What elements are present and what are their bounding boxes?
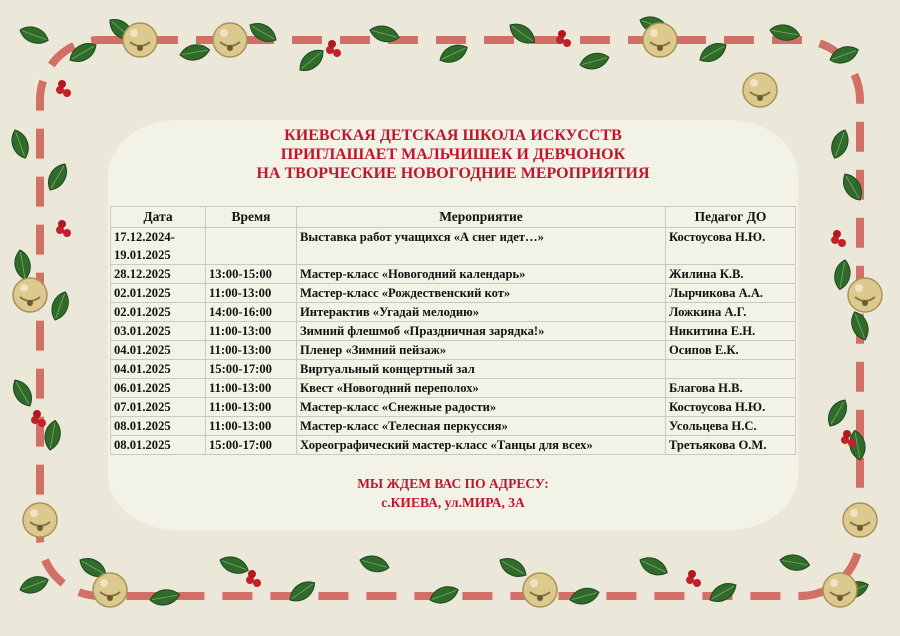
cell-teacher: Третьякова О.М. <box>666 436 796 455</box>
cell-date: 02.01.2025 <box>111 284 206 303</box>
cell-event: Пленер «Зимний пейзаж» <box>297 341 666 360</box>
cell-time: 13:00-15:00 <box>206 265 297 284</box>
cell-event: Хореографический мастер-класс «Танцы для всех» <box>297 436 666 455</box>
address-block <box>108 474 798 512</box>
cell-time: 11:00-13:00 <box>206 284 297 303</box>
cell-time: 14:00-16:00 <box>206 303 297 322</box>
cell-teacher: Лырчикова А.А. <box>666 284 796 303</box>
cell-event: Интерактив «Угадай мелодию» <box>297 303 666 322</box>
cell-date: 17.12.2024-19.01.2025 <box>111 228 206 265</box>
cell-teacher: Костоусова Н.Ю. <box>666 228 796 265</box>
cell-time: 15:00-17:00 <box>206 436 297 455</box>
table-row <box>111 417 796 436</box>
cell-event: Выставка работ учащихся «А снег идет…» <box>297 228 666 265</box>
title-line-1: КИЕВСКАЯ ДЕТСКАЯ ШКОЛА ИСКУССТВ <box>284 127 622 144</box>
cell-teacher: Жилина К.В. <box>666 265 796 284</box>
table-row <box>111 228 796 265</box>
cell-teacher: Ложкина А.Г. <box>666 303 796 322</box>
table-row <box>111 265 796 284</box>
cell-time <box>206 228 297 265</box>
cell-date: 08.01.2025 <box>111 417 206 436</box>
cell-teacher <box>666 360 796 379</box>
cell-teacher: Усольцева Н.С. <box>666 417 796 436</box>
cell-teacher: Никитина Е.Н. <box>666 322 796 341</box>
cell-time: 15:00-17:00 <box>206 360 297 379</box>
table-row <box>111 398 796 417</box>
cell-time: 11:00-13:00 <box>206 398 297 417</box>
header-date: Дата <box>111 207 206 228</box>
table-row <box>111 360 796 379</box>
cell-event: Зимний флешмоб «Праздничная зарядка!» <box>297 322 666 341</box>
table-row <box>111 379 796 398</box>
header-time: Время <box>206 207 297 228</box>
cell-date: 04.01.2025 <box>111 341 206 360</box>
address-heading: МЫ ЖДЕМ ВАС ПО АДРЕСУ: <box>357 476 549 491</box>
cell-teacher: Благова Н.В. <box>666 379 796 398</box>
table-row <box>111 303 796 322</box>
cell-event: Мастер-класс «Снежные радости» <box>297 398 666 417</box>
table-header-row <box>111 207 796 228</box>
cell-date: 08.01.2025 <box>111 436 206 455</box>
title-line-2: ПРИГЛАШАЕТ МАЛЬЧИШЕК И ДЕВЧОНОК <box>280 146 626 163</box>
cell-date: 06.01.2025 <box>111 379 206 398</box>
cell-event: Квест «Новогодний переполох» <box>297 379 666 398</box>
table-row <box>111 284 796 303</box>
cell-teacher: Осипов Е.К. <box>666 341 796 360</box>
cell-time: 11:00-13:00 <box>206 379 297 398</box>
address-text: с.КИЕВА, ул.МИРА, 3А <box>381 495 525 510</box>
header-teacher: Педагог ДО <box>666 207 796 228</box>
cell-time: 11:00-13:00 <box>206 322 297 341</box>
cell-date: 28.12.2025 <box>111 265 206 284</box>
cell-date: 07.01.2025 <box>111 398 206 417</box>
cell-date: 03.01.2025 <box>111 322 206 341</box>
table-row <box>111 436 796 455</box>
cell-event: Мастер-класс «Рождественский кот» <box>297 284 666 303</box>
cell-time: 11:00-13:00 <box>206 341 297 360</box>
cell-teacher: Костоусова Н.Ю. <box>666 398 796 417</box>
cell-date: 02.01.2025 <box>111 303 206 322</box>
cell-event: Виртуальный концертный зал <box>297 360 666 379</box>
header-event: Мероприятие <box>297 207 666 228</box>
page-title <box>108 126 798 183</box>
title-line-3: НА ТВОРЧЕСКИЕ НОВОГОДНИЕ МЕРОПРИЯТИЯ <box>256 165 650 182</box>
cell-event: Мастер-класс «Телесная перкуссия» <box>297 417 666 436</box>
cell-date: 04.01.2025 <box>111 360 206 379</box>
table-row <box>111 322 796 341</box>
cell-time: 11:00-13:00 <box>206 417 297 436</box>
table-row <box>111 341 796 360</box>
cell-event: Мастер-класс «Новогодний календарь» <box>297 265 666 284</box>
events-table <box>110 206 796 455</box>
